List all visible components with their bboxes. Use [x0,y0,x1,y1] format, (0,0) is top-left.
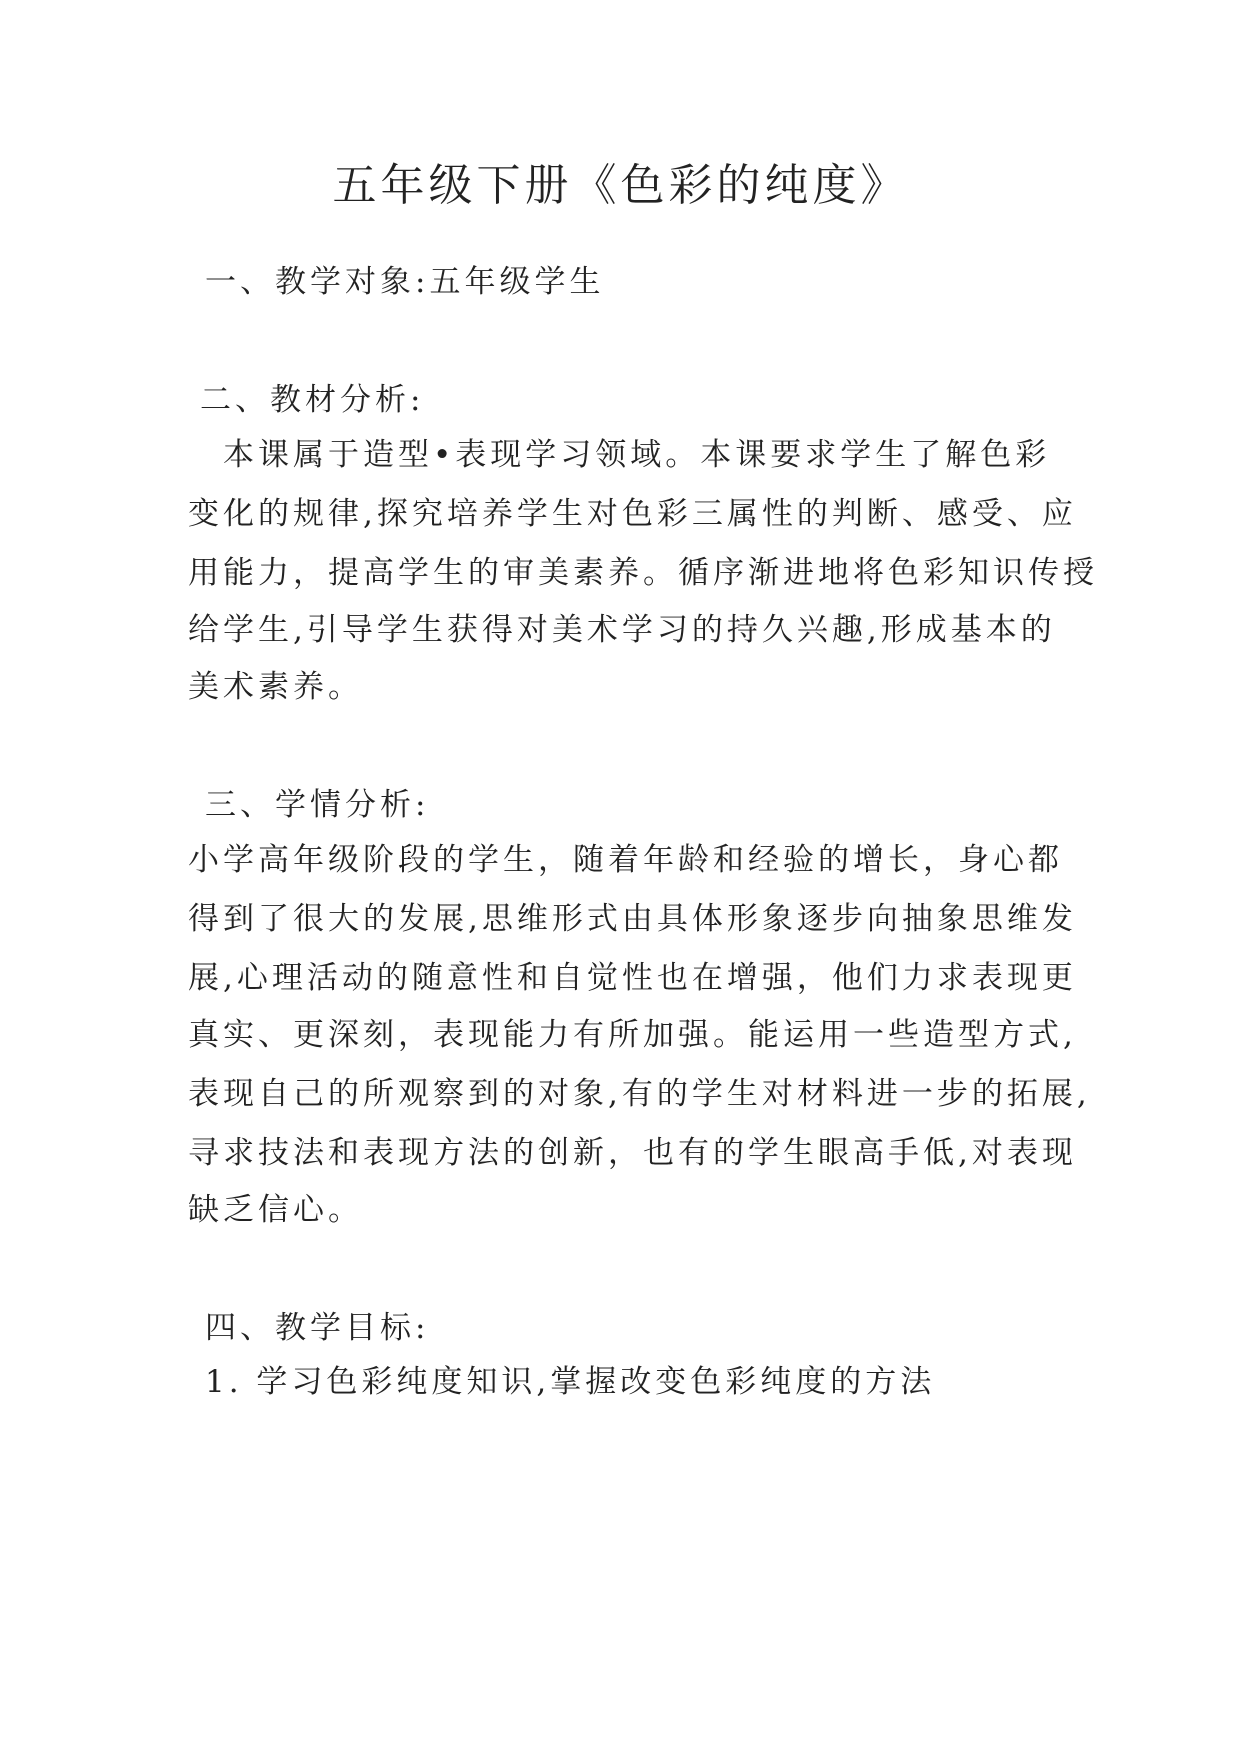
paragraph-line: 小学高年级阶段的学生，随着年龄和经验的增长，身心都 [188,842,1063,878]
section-heading-textbook-analysis: 二、教材分析: [200,382,425,418]
paragraph-line: 缺乏信心。 [188,1192,363,1228]
paragraph-line: 美术素养。 [188,669,363,705]
paragraph-line: 展,心理活动的随意性和自觉性也在增强，他们力求表现更 [188,960,1077,996]
paragraph-line: 本课属于造型•表现学习领域。本课要求学生了解色彩 [188,437,1051,473]
paragraph-line: 得到了很大的发展,思维形式由具体形象逐步向抽象思维发 [188,901,1077,937]
paragraph-line: 表现自己的所观察到的对象,有的学生对材料进一步的拓展, [188,1076,1091,1112]
document-title: 五年级下册《色彩的纯度》 [332,160,909,211]
paragraph-line: 给学生,引导学生获得对美术学习的持久兴趣,形成基本的 [188,612,1056,648]
section-heading-teaching-target: 一、教学对象:五年级学生 [205,264,605,300]
section-heading-learning-analysis: 三、学情分析: [205,787,430,823]
paragraph-line: 真实、更深刻，表现能力有所加强。能运用一些造型方式, [188,1017,1077,1053]
paragraph-line: 用能力，提高学生的审美素养。循序渐进地将色彩知识传授 [188,555,1098,591]
section-heading-teaching-goals: 四、教学目标: [205,1310,430,1346]
goal-item: 1. 学习色彩纯度知识,掌握改变色彩纯度的方法 [205,1364,936,1400]
paragraph-line: 寻求技法和表现方法的创新，也有的学生眼高手低,对表现 [188,1135,1077,1171]
paragraph-line: 变化的规律,探究培养学生对色彩三属性的判断、感受、应 [188,496,1077,532]
